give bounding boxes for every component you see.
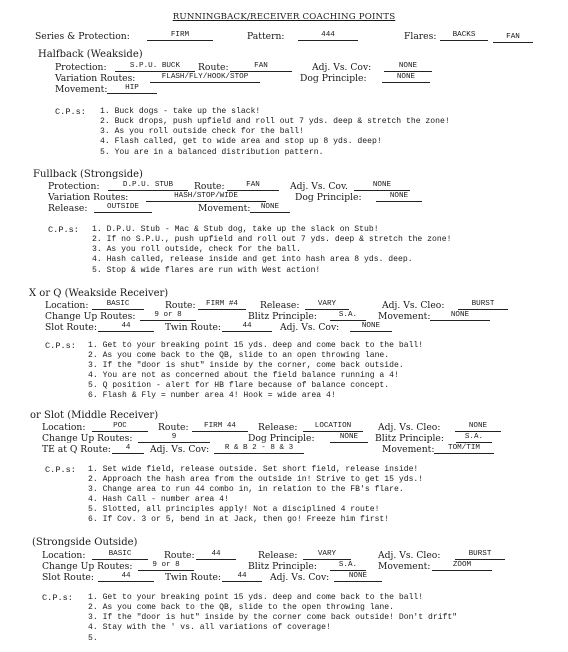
x-receiver-release-value: VARY (305, 300, 349, 310)
halfback-variation-value: FLASH/FLY/HOOK/STOP (150, 73, 260, 83)
strongside-adj2-value: NONE (334, 572, 382, 582)
slot-release-label: Release: (258, 422, 298, 433)
strongside-adj-label: Adj. Vs. Cleo: (378, 550, 441, 561)
strongside-cps-label: C.P.s: (42, 593, 73, 603)
strongside-route-value: 44 (196, 550, 236, 560)
x-receiver-heading: X or Q (Weakside Receiver) (29, 288, 169, 299)
x-receiver-cp: 1. Get to your breaking point 15 yds. deep and come back to the ball! (88, 341, 424, 350)
strongside-adj2-label: Adj. Vs. Cov: (270, 572, 330, 583)
strongside-blitz-label: Blitz Principle: (248, 561, 317, 572)
fullback-cp: 3. As you roll outside, check for the ball. (92, 245, 301, 254)
fullback-cp: 1. D.P.U. Stub - Mac & Stub dog, take up the slack on Stub! (92, 225, 379, 234)
slot-location-value: POC (92, 422, 148, 432)
strongside-change-value: 9 or 8 (138, 561, 194, 571)
slot-adj-value: NONE (455, 422, 501, 432)
x-receiver-adj2-value: NONE (350, 322, 392, 332)
halfback-protection-label: Protection: (55, 62, 107, 73)
halfback-cp: 5. You are in a balanced distribution pattern. (100, 148, 324, 157)
slot-cps-label: C.P.s: (45, 465, 76, 475)
x-receiver-blitz-value: S.A. (330, 311, 366, 321)
strongside-cp: 3. If the "door is hut" inside by the corner come back outside! Don't drift" (88, 613, 458, 622)
fullback-cp: 4. Hash called, release inside and get into hash area 8 yds. deep. (92, 255, 413, 264)
x-receiver-slot-label: Slot Route: (45, 322, 97, 333)
strongside-twin-label: Twin Route: (165, 572, 222, 583)
slot-cp: 5. Slotted, all principles apply! Not a disciplined 4 route! (88, 505, 380, 514)
strongside-location-label: Location: (42, 550, 86, 561)
fullback-movement-label: Movement: (198, 203, 251, 214)
fullback-variation-label: Variation Routes: (48, 192, 129, 203)
x-receiver-cp: 5. Q position - alert for HB flare because of balance concept. (88, 381, 390, 390)
fullback-cp: 2. If no S.P.U., push upfield and roll out 7 yds. deep & stretch the zone! (92, 235, 452, 244)
x-receiver-twin-label: Twin Route: (165, 322, 222, 333)
fullback-protection-value: D.P.U. STUB (108, 181, 188, 191)
fullback-adj-label: Adj. Vs. Cov. (290, 181, 348, 192)
halfback-movement-value: HIP (107, 84, 157, 94)
halfback-protection-value: S.P.U. BUCK (115, 62, 195, 72)
series-value: FIRM (147, 31, 213, 41)
halfback-cp: 4. Flash called, get to wide area and stop up 8 yds. deep! (100, 137, 382, 146)
slot-adj2-label: Adj. Vs. Cov: (150, 444, 210, 455)
slot-route-label: Route: (158, 422, 189, 433)
halfback-adj-label: Adj. Vs. Cov: (312, 62, 372, 73)
flares-value: BACKS (440, 31, 488, 41)
slot-heading: or Slot (Middle Receiver) (30, 410, 159, 421)
halfback-dog-value: NONE (382, 73, 430, 83)
slot-change-value: 9 (138, 433, 210, 443)
halfback-route-value: FAN (230, 62, 292, 72)
strongside-blitz-value: S.A. (330, 561, 366, 571)
slot-dog-value: NONE (330, 433, 368, 443)
strongside-cp: 1. Get to your breaking point 15 yds. deep and come back to the ball! (88, 593, 424, 602)
fullback-protection-label: Protection: (48, 181, 100, 192)
halfback-cps-label: C.P.s: (55, 107, 86, 117)
fullback-adj-value: NONE (354, 181, 410, 191)
halfback-adj-value: NONE (384, 62, 432, 72)
strongside-cp: 2. As you come back to the QB, slide to the open throwing lane. (88, 603, 394, 612)
slot-cp: 1. Set wide field, release outside. Set short field, release inside! (88, 465, 419, 474)
x-receiver-adj-label: Adj. Vs. Cleo: (382, 300, 445, 311)
x-receiver-movement-label: Movement: (378, 311, 431, 322)
strongside-cp: 5. (88, 634, 98, 643)
x-receiver-location-label: Location: (45, 300, 89, 311)
slot-route-value: FIRM 44 (192, 422, 248, 432)
fullback-dog-value: NONE (376, 192, 422, 202)
halfback-variation-label: Variation Routes: (55, 73, 136, 84)
strongside-heading: (Strongside Outside) (32, 537, 138, 548)
strongside-location-value: BASIC (92, 550, 148, 560)
x-receiver-change-label: Change Up Routes: (45, 311, 136, 322)
fullback-movement-value: NONE (250, 203, 290, 213)
slot-te-value: 4 (112, 444, 144, 454)
x-receiver-adj2-label: Adj. Vs. Cov: (280, 322, 340, 333)
fullback-dog-label: Dog Principle: (295, 192, 362, 203)
slot-dog-label: Dog Principle: (248, 433, 315, 444)
fullback-cp: 5. Stop & wide flares are run with West action! (92, 266, 321, 275)
page-title: RUNNINGBACK/RECEIVER COACHING POINTS (172, 12, 396, 22)
slot-change-label: Change Up Routes: (42, 433, 133, 444)
slot-blitz-value: S.A. (456, 433, 492, 443)
x-receiver-location-value: BASIC (92, 300, 144, 310)
x-receiver-cp: 3. If the "door is shut" inside by the corner, come back outside. (88, 361, 404, 370)
slot-adj2-value: R & B 2 - 8 & 3 (214, 444, 304, 454)
strongside-release-label: Release: (258, 550, 298, 561)
flares-value-2: FAN (493, 33, 533, 43)
slot-cp: 2. Approach the hash area from the outside in! Strive to get 15 yds.! (88, 475, 424, 484)
pattern-value: 444 (298, 31, 358, 41)
strongside-movement-value: ZOOM (432, 561, 492, 571)
strongside-change-label: Change Up Routes: (42, 561, 133, 572)
x-receiver-cp: 6. Flash & Fly = number area 4! Hook = wide area 4! (88, 391, 336, 400)
x-receiver-route-label: Route: (165, 300, 196, 311)
slot-blitz-label: Blitz Principle: (375, 433, 444, 444)
strongside-adj-value: BURST (455, 550, 505, 560)
strongside-route-label: Route: (164, 550, 195, 561)
strongside-slot-label: Slot Route: (42, 572, 94, 583)
slot-te-label: TE at Q Route: (42, 444, 111, 455)
strongside-cp: 4. Stay with the ' vs. all variations of coverage! (88, 623, 331, 632)
x-receiver-cps-label: C.P.s: (45, 341, 76, 351)
x-receiver-release-label: Release: (260, 300, 300, 311)
x-receiver-movement-value: NONE (430, 311, 490, 321)
series-label: Series & Protection: (35, 31, 130, 42)
x-receiver-slot-value: 44 (98, 322, 154, 332)
x-receiver-adj-value: BURST (458, 300, 508, 310)
halfback-movement-label: Movement: (55, 84, 108, 95)
slot-cp: 6. If Cov. 3 or 5, bend in at Jack, then go! Freeze him first! (88, 515, 390, 524)
fullback-heading: Fullback (Strongside) (33, 169, 143, 180)
halfback-cp: 1. Buck dogs - take up the slack! (100, 107, 261, 116)
strongside-slot-value: 44 (98, 572, 154, 582)
strongside-twin-value: 44 (222, 572, 262, 582)
pattern-label: Pattern: (247, 31, 285, 42)
slot-adj-label: Adj. Vs. Cleo: (378, 422, 441, 433)
halfback-cp: 2. Buck drops, push upfield and roll out 7 yds. deep & stretch the zone! (100, 117, 450, 126)
halfback-route-label: Route: (198, 62, 229, 73)
fullback-route-label: Route: (194, 181, 225, 192)
slot-release-value: LOCATION (303, 422, 363, 432)
x-receiver-twin-value: 44 (222, 322, 272, 332)
x-receiver-blitz-label: Blitz Principle: (248, 311, 317, 322)
x-receiver-change-value: 9 or 8 (140, 311, 196, 321)
halfback-cp: 3. As you roll outside check for the ball! (100, 127, 304, 136)
halfback-heading: Halfback (Weakside) (38, 49, 143, 60)
slot-cp: 4. Hash Call - number area 4! (88, 495, 229, 504)
x-receiver-route-value: FIRM #4 (198, 300, 246, 310)
slot-cp: 3. Change area to run 44 combo in, in relation to the FB's flare. (88, 485, 404, 494)
fullback-route-value: FAN (227, 181, 279, 191)
fullback-cps-label: C.P.s: (48, 225, 79, 235)
strongside-movement-label: Movement: (378, 561, 431, 572)
fullback-variation-value: HASH/STOP/WIDE (146, 192, 266, 202)
flares-label: Flares: (404, 31, 437, 42)
halfback-dog-label: Dog Principle: (300, 73, 367, 84)
x-receiver-cp: 2. As you come back to the QB, slide to an open throwing lane. (88, 351, 390, 360)
x-receiver-cp: 4. You are not as concerned about the field balance running a 4! (88, 371, 399, 380)
slot-movement-label: Movement: (382, 444, 435, 455)
strongside-release-value: VARY (303, 550, 351, 560)
slot-location-label: Location: (42, 422, 86, 433)
fullback-release-value: OUTSIDE (94, 203, 152, 213)
slot-movement-value: TOM/TIM (434, 444, 494, 454)
fullback-release-label: Release: (48, 203, 88, 214)
